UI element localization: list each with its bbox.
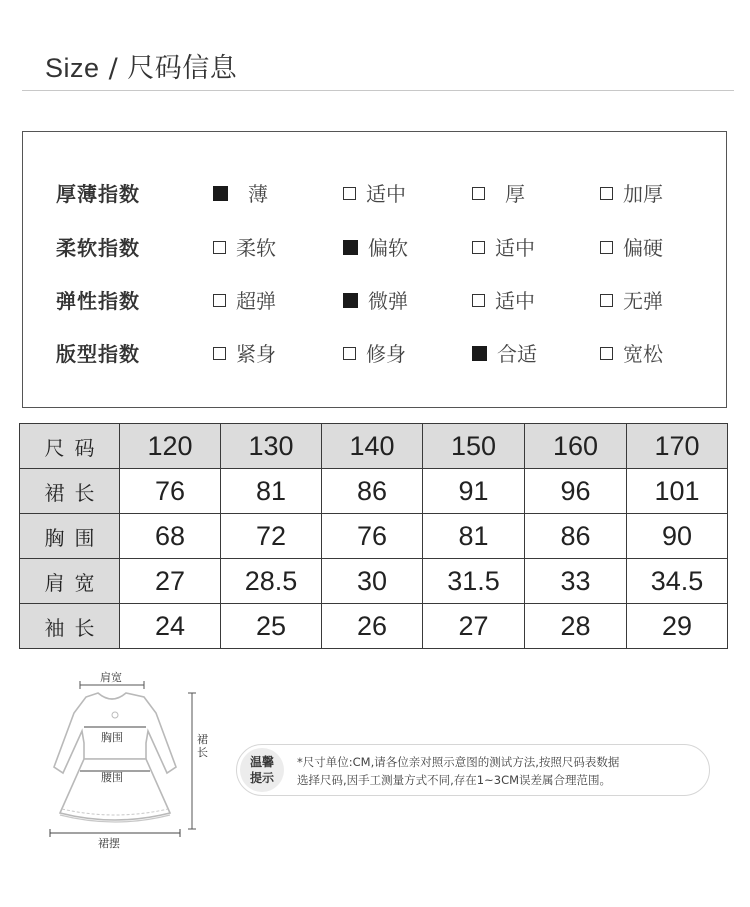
- table-cell: 91: [423, 469, 525, 514]
- size-header-cell: 130: [221, 424, 322, 469]
- table-cell: 90: [627, 514, 728, 559]
- title-en: Size: [45, 53, 100, 83]
- table-cell: 96: [525, 469, 627, 514]
- index-option: [600, 339, 663, 369]
- index-option-label: 适中: [495, 236, 535, 260]
- page-title: [45, 46, 237, 85]
- index-row-label: 厚薄指数: [56, 182, 140, 206]
- size-header-cell: 150: [423, 424, 525, 469]
- table-row: [20, 514, 728, 559]
- table-cell: 81: [221, 469, 322, 514]
- index-option-label: 超弹: [236, 289, 276, 313]
- table-cell: 33: [525, 559, 627, 604]
- index-option-label: 修身: [366, 342, 406, 366]
- table-cell: 86: [525, 514, 627, 559]
- hem-label: 裙摆: [98, 837, 120, 850]
- index-option-label: 适中: [495, 289, 535, 313]
- index-option-label: 合适: [497, 342, 537, 366]
- shoulder-label: 肩宽: [100, 671, 122, 684]
- table-row: [20, 559, 728, 604]
- size-table: [19, 423, 728, 649]
- dress-illustration: [40, 665, 225, 855]
- table-cell: 68: [120, 514, 221, 559]
- index-option-label: 适中: [366, 182, 406, 206]
- index-option-label: 微弹: [368, 289, 408, 313]
- index-option-label: 加厚: [623, 182, 663, 206]
- table-cell: 34.5: [627, 559, 728, 604]
- size-header-cell: 120: [120, 424, 221, 469]
- table-cell: 76: [322, 514, 423, 559]
- table-cell: 29: [627, 604, 728, 649]
- index-option-label: 柔软: [236, 236, 276, 260]
- index-option-label: 厚: [505, 182, 525, 206]
- index-option: [472, 339, 537, 369]
- table-cell: 76: [120, 469, 221, 514]
- table-row: [20, 604, 728, 649]
- table-cell: 31.5: [423, 559, 525, 604]
- index-row: [23, 179, 726, 209]
- table-cell: 27: [423, 604, 525, 649]
- table-row-header: 肩宽: [20, 559, 120, 604]
- unchecked-box-icon: [472, 241, 485, 254]
- index-row-label: 弹性指数: [56, 289, 140, 313]
- table-cell: 25: [221, 604, 322, 649]
- checked-box-icon: [472, 346, 487, 361]
- index-option: [343, 339, 406, 369]
- index-option-label: 紧身: [236, 342, 276, 366]
- chest-label: 胸围: [101, 731, 123, 744]
- table-cell: 26: [322, 604, 423, 649]
- index-option-label: 无弹: [623, 289, 663, 313]
- index-option: [600, 233, 663, 263]
- table-row-header: 裙长: [20, 469, 120, 514]
- table-cell: 81: [423, 514, 525, 559]
- table-cell: 86: [322, 469, 423, 514]
- checked-box-icon: [343, 293, 358, 308]
- notice-badge-line1: 温馨: [249, 755, 274, 769]
- table-header-row: [20, 424, 728, 469]
- title-separator: /: [99, 53, 128, 84]
- index-option: [213, 286, 276, 316]
- unchecked-box-icon: [600, 187, 613, 200]
- notice-text: [297, 753, 697, 789]
- length-label: 裙长: [197, 733, 208, 759]
- index-option-label: 薄: [248, 182, 268, 206]
- checked-box-icon: [213, 186, 228, 201]
- size-notice: [236, 744, 710, 796]
- table-cell: 101: [627, 469, 728, 514]
- unchecked-box-icon: [600, 347, 613, 360]
- index-option: [472, 179, 525, 209]
- index-option: [472, 233, 535, 263]
- table-row-header: 胸围: [20, 514, 120, 559]
- checked-box-icon: [343, 240, 358, 255]
- notice-line-1: *尺寸单位:CM,请各位亲对照示意图的测试方法,按照尺码表数据: [297, 755, 620, 769]
- table-cell: 72: [221, 514, 322, 559]
- size-header-cell: 170: [627, 424, 728, 469]
- index-row: [23, 339, 726, 369]
- table-row: [20, 469, 728, 514]
- waist-label: 腰围: [101, 771, 123, 784]
- index-option: [213, 339, 276, 369]
- unchecked-box-icon: [472, 187, 485, 200]
- index-option: [600, 286, 663, 316]
- title-divider: [22, 90, 734, 91]
- notice-badge: [240, 748, 284, 792]
- unchecked-box-icon: [213, 294, 226, 307]
- unchecked-box-icon: [213, 347, 226, 360]
- table-cell: 28.5: [221, 559, 322, 604]
- table-cell: 28: [525, 604, 627, 649]
- index-option-label: 偏软: [368, 236, 408, 260]
- index-option: [343, 233, 408, 263]
- title-cn: 尺码信息: [127, 53, 238, 84]
- table-row-header: 袖长: [20, 604, 120, 649]
- index-row-label: 版型指数: [56, 342, 140, 366]
- index-option: [213, 233, 276, 263]
- unchecked-box-icon: [600, 294, 613, 307]
- unchecked-box-icon: [343, 347, 356, 360]
- unchecked-box-icon: [343, 187, 356, 200]
- fabric-index-panel: [22, 131, 727, 408]
- index-option-label: 宽松: [623, 342, 663, 366]
- notice-line-2: 选择尺码,因手工测量方式不同,存在1~3CM误差属合理范围。: [297, 773, 612, 787]
- unchecked-box-icon: [472, 294, 485, 307]
- size-header-cell: 160: [525, 424, 627, 469]
- index-option: [343, 179, 406, 209]
- notice-badge-line2: 提示: [249, 771, 274, 785]
- index-option: [600, 179, 663, 209]
- index-row-label: 柔软指数: [56, 236, 140, 260]
- index-option: [343, 286, 408, 316]
- dress-measure-diagram: [40, 665, 225, 855]
- table-cell: 30: [322, 559, 423, 604]
- unchecked-box-icon: [213, 241, 226, 254]
- table-cell: 27: [120, 559, 221, 604]
- table-row-header: 尺码: [20, 424, 120, 469]
- size-header-cell: 140: [322, 424, 423, 469]
- index-row: [23, 233, 726, 263]
- unchecked-box-icon: [600, 241, 613, 254]
- index-option: [213, 179, 268, 209]
- index-option: [472, 286, 535, 316]
- table-cell: 24: [120, 604, 221, 649]
- index-row: [23, 286, 726, 316]
- index-option-label: 偏硬: [623, 236, 663, 260]
